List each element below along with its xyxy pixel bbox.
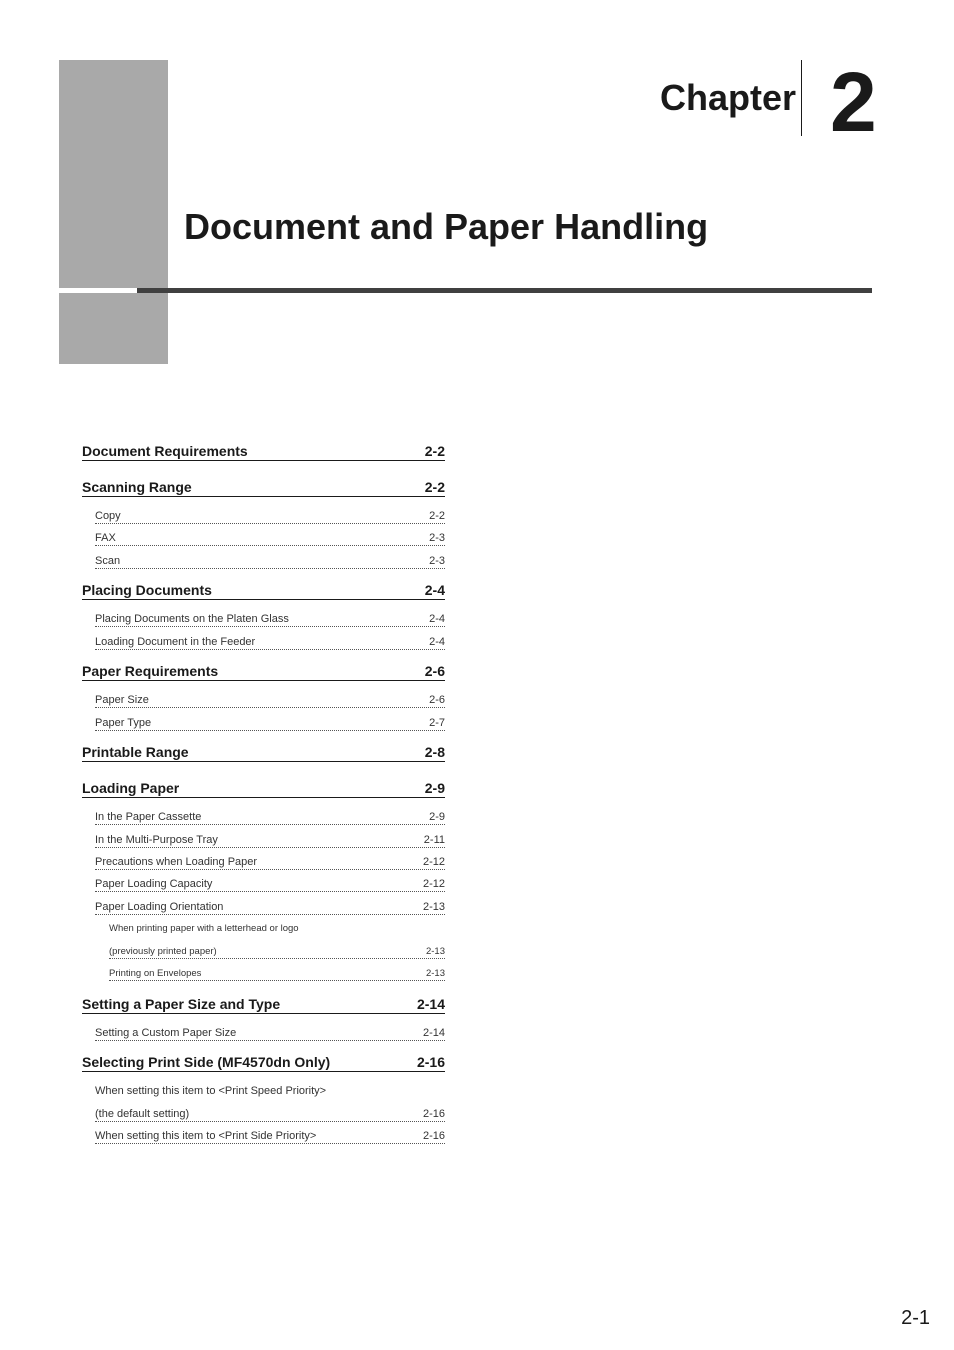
toc-entry-copy[interactable] xyxy=(95,509,445,524)
toc-entry-page: 2-8 xyxy=(424,744,445,760)
toc-entry-title: Printing on Envelopes xyxy=(109,968,202,979)
toc-entry-page: 2-2 xyxy=(424,479,445,495)
toc-entry-page: 2-4 xyxy=(429,636,445,648)
toc-entry-multi-purpose-tray[interactable] xyxy=(95,833,445,848)
toc-entry-document-requirements[interactable] xyxy=(82,443,445,461)
toc-entry-page: 2-4 xyxy=(424,582,445,598)
toc-entry-page: 2-7 xyxy=(429,717,445,729)
toc-entry-title: Selecting Print Side (MF4570dn Only) xyxy=(82,1054,331,1070)
toc-entry-loading-paper[interactable] xyxy=(82,780,445,798)
toc-entry-page: 2-12 xyxy=(422,856,445,868)
toc-entry-title: When setting this item to <Print Side Priority> xyxy=(95,1130,317,1142)
toc-entry-custom-paper-size[interactable] xyxy=(95,1026,445,1041)
toc-entry-platen-glass[interactable] xyxy=(95,612,445,627)
toc-entry-default-setting[interactable] xyxy=(95,1107,445,1122)
toc-entry-loading-capacity[interactable] xyxy=(95,877,445,892)
toc-entry-paper-type[interactable] xyxy=(95,716,445,731)
toc-entry-setting-paper-size-type[interactable] xyxy=(82,996,445,1014)
toc-entry-page: 2-16 xyxy=(416,1054,445,1070)
toc-entry-title: Paper Loading Capacity xyxy=(95,878,213,890)
toc-entry-paper-cassette[interactable] xyxy=(95,810,445,825)
toc-entry-title: (previously printed paper) xyxy=(109,946,217,957)
chapter-number: 2 xyxy=(830,55,877,149)
toc-entry-title: Paper Loading Orientation xyxy=(95,901,224,913)
toc-entry-placing-documents[interactable] xyxy=(82,582,445,600)
title-rule xyxy=(137,288,872,293)
toc-entry-page: 2-6 xyxy=(429,694,445,706)
toc-entry-page: 2-16 xyxy=(422,1130,445,1142)
toc-entry-page: 2-14 xyxy=(422,1027,445,1039)
toc-entry-paper-size[interactable] xyxy=(95,693,445,708)
toc-entry-title: Paper Size xyxy=(95,694,149,706)
toc-entry-printable-range[interactable] xyxy=(82,744,445,762)
toc-entry-title: (the default setting) xyxy=(95,1108,190,1120)
toc-entry-title: Document Requirements xyxy=(82,443,248,459)
toc-entry-print-side-priority[interactable] xyxy=(95,1129,445,1144)
toc-entry-title: Copy xyxy=(95,510,121,522)
toc-entry-selecting-print-side[interactable] xyxy=(82,1054,445,1072)
toc-entry-previously-printed[interactable] xyxy=(109,946,445,959)
chapter-divider xyxy=(801,60,802,136)
toc-entry-title: Scanning Range xyxy=(82,479,192,495)
page-number: 2-1 xyxy=(901,1307,930,1329)
toc-entry-title: Setting a Custom Paper Size xyxy=(95,1027,237,1039)
toc-entry-letterhead[interactable] xyxy=(109,923,445,935)
toc-entry-title: Printable Range xyxy=(82,744,189,760)
toc-entry-precautions[interactable] xyxy=(95,855,445,870)
toc-entry-page: 2-11 xyxy=(423,834,445,846)
toc-entry-page: 2-9 xyxy=(429,811,445,823)
toc-entry-fax[interactable] xyxy=(95,531,445,546)
toc-entry-title: In the Multi-Purpose Tray xyxy=(95,834,218,846)
toc-entry-page: 2-16 xyxy=(422,1108,445,1120)
toc-entry-paper-requirements[interactable] xyxy=(82,663,445,681)
toc-entry-title: Loading Document in the Feeder xyxy=(95,636,256,648)
toc-entry-title: Setting a Paper Size and Type xyxy=(82,996,281,1012)
toc-entry-page: 2-9 xyxy=(424,780,445,796)
toc-entry-feeder[interactable] xyxy=(95,635,445,650)
toc-entry-title: When setting this item to <Print Speed Priority> xyxy=(95,1085,327,1097)
toc-entry-page: 2-12 xyxy=(422,878,445,890)
toc-entry-title: FAX xyxy=(95,532,116,544)
toc-entry-page: 2-14 xyxy=(416,996,445,1012)
toc-entry-title: In the Paper Cassette xyxy=(95,811,202,823)
toc-entry-title: Placing Documents on the Platen Glass xyxy=(95,613,289,625)
chapter-tab-block xyxy=(59,60,168,288)
toc-entry-page: 2-2 xyxy=(424,443,445,459)
toc-entry-page: 2-3 xyxy=(429,555,445,567)
toc-entry-title: Scan xyxy=(95,555,121,567)
toc-entry-page: 2-3 xyxy=(429,532,445,544)
toc-entry-envelopes[interactable] xyxy=(109,968,445,981)
toc-entry-page: 2-2 xyxy=(429,510,445,522)
chapter-tab-block-lower xyxy=(59,293,168,364)
toc-entry-page: 2-4 xyxy=(429,613,445,625)
toc-entry-title: When printing paper with a letterhead or logo xyxy=(109,923,299,934)
toc-entry-title: Paper Requirements xyxy=(82,663,219,679)
toc-entry-title: Placing Documents xyxy=(82,582,212,598)
chapter-label: Chapter xyxy=(659,77,796,118)
chapter-title: Document and Paper Handling xyxy=(184,206,709,247)
toc-entry-scan[interactable] xyxy=(95,554,445,569)
toc-entry-title: Paper Type xyxy=(95,717,152,729)
toc-entry-page: 2-13 xyxy=(422,901,445,913)
toc-entry-page: 2-6 xyxy=(424,663,445,679)
toc-entry-print-speed-priority[interactable] xyxy=(95,1084,445,1098)
toc-entry-title: Loading Paper xyxy=(82,780,180,796)
toc-entry-loading-orientation[interactable] xyxy=(95,900,445,915)
toc-entry-page: 2-13 xyxy=(425,946,445,957)
toc-entry-scanning-range[interactable] xyxy=(82,479,445,497)
toc-entry-page: 2-13 xyxy=(425,968,445,979)
toc-entry-title: Precautions when Loading Paper xyxy=(95,856,258,868)
